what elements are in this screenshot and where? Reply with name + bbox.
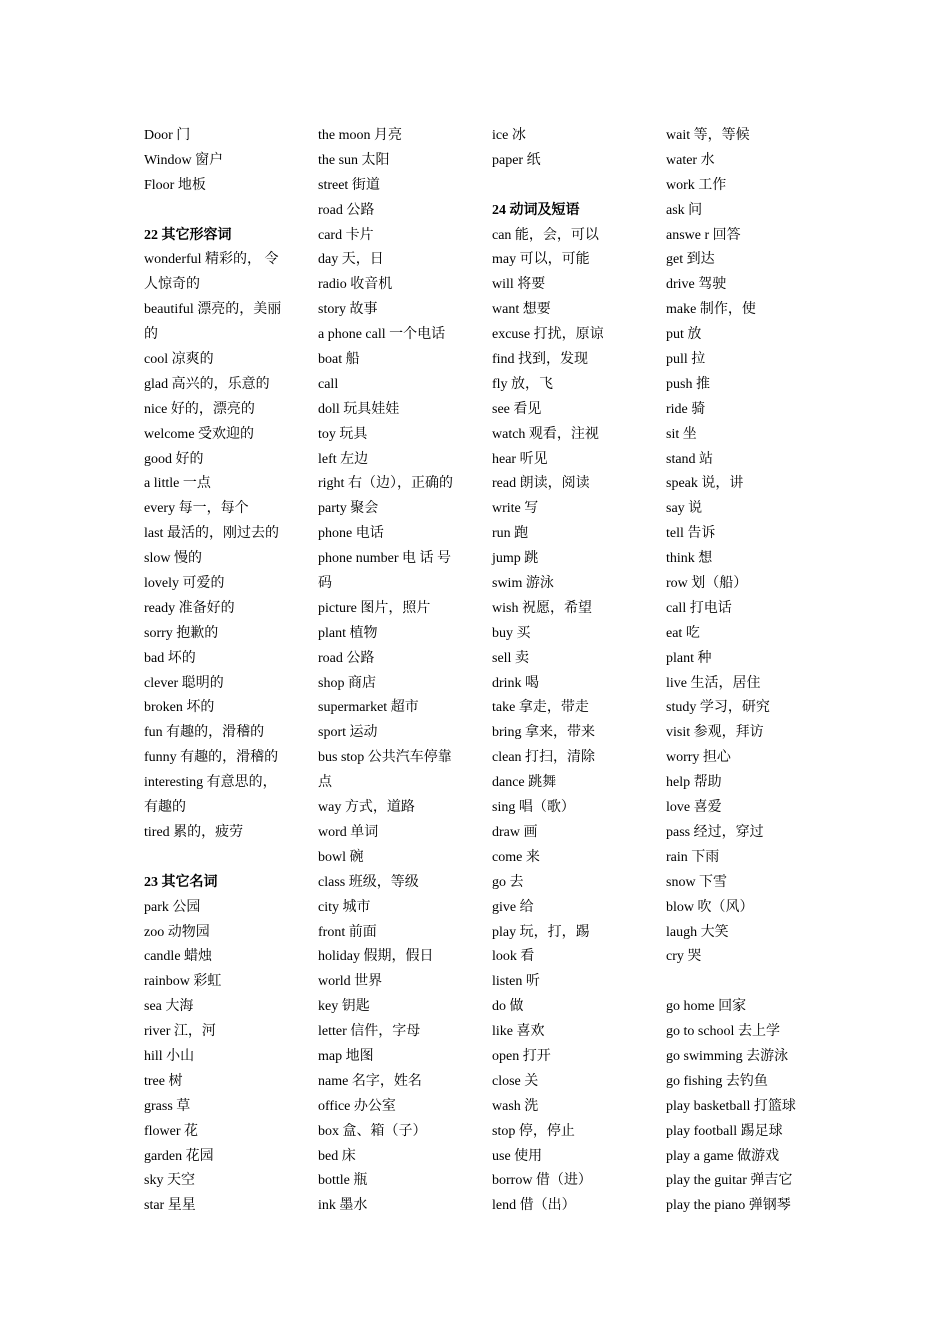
vocab-line: star 星星	[144, 1198, 196, 1214]
vocab-line: row 划（船）	[666, 576, 748, 592]
vocab-line: call 打电话	[666, 600, 732, 616]
vocab-line: letter 信件，字母	[318, 1024, 421, 1040]
vocab-line: worry 担心	[666, 750, 731, 766]
vocab-line: push 推	[666, 376, 710, 392]
vocab-line: go to school 去上学	[666, 1024, 780, 1040]
vocab-line: will 将要	[492, 277, 546, 293]
vocab-line: Floor 地板	[144, 177, 206, 193]
vocab-line: hill 小山	[144, 1048, 195, 1064]
vocab-line: live 生活，居住	[666, 675, 761, 691]
vocab-line: party 聚会	[318, 501, 379, 517]
vocab-line: may 可以，可能	[492, 252, 590, 268]
vocab-line: last 最活的，刚过去的	[144, 526, 279, 542]
vocab-column-4	[666, 124, 816, 1219]
vocab-line: river 江，河	[144, 1024, 216, 1040]
vocab-line: draw 画	[492, 824, 538, 840]
vocab-line: cool 凉爽的	[144, 352, 214, 368]
vocab-line: holiday 假期，假日	[318, 949, 434, 965]
vocab-line: stand 站	[666, 451, 714, 467]
vocab-line: excuse 打扰，原谅	[492, 327, 604, 343]
vocab-line: paper 纸	[492, 152, 541, 168]
vocab-line: clean 打扫，清除	[492, 750, 596, 766]
vocab-line: Door 门	[144, 128, 191, 143]
vocab-line: rain 下雨	[666, 849, 720, 865]
vocab-line: go home 回家	[666, 999, 747, 1015]
vocab-line: look 看	[492, 949, 535, 965]
vocab-line: hear 听见	[492, 451, 548, 467]
vocab-line: wonderful 精彩的， 令	[144, 252, 279, 268]
vocab-line: tell 告诉	[666, 526, 716, 542]
vocab-line: Window 窗户	[144, 152, 224, 168]
vocab-line: play basketball 打篮球	[666, 1098, 796, 1114]
vocab-line: grass 草	[144, 1098, 191, 1114]
vocab-line: radio 收音机	[318, 277, 393, 293]
vocab-line: phone 电话	[318, 526, 384, 542]
vocab-line: lend 借（出）	[492, 1198, 576, 1214]
blank-line	[666, 970, 816, 995]
vocab-line: sell 卖	[492, 650, 529, 666]
vocab-line: welcome 受欢迎的	[144, 426, 255, 442]
vocab-line: plant 种	[666, 650, 712, 666]
vocab-line: slow 慢的	[144, 551, 202, 567]
vocab-line: bowl 碗	[318, 849, 364, 865]
vocab-line: picture 图片，照片	[318, 600, 431, 616]
vocab-line: dance 跳舞	[492, 775, 557, 791]
vocab-line: road 公路	[318, 650, 375, 666]
vocab-line: use 使用	[492, 1148, 543, 1164]
vocab-line: card 卡片	[318, 227, 374, 243]
vocab-line: phone number 电 话 号	[318, 551, 451, 567]
vocab-line: play football 踢足球	[666, 1123, 783, 1139]
vocab-column-2	[318, 124, 468, 1219]
vocab-line: bring 拿来，带来	[492, 725, 596, 741]
vocab-line: drink 喝	[492, 675, 540, 691]
vocab-line: wait 等，等候	[666, 128, 750, 143]
vocab-line: read 朗读，阅读	[492, 476, 590, 492]
vocab-line: interesting 有意思的，	[144, 775, 277, 791]
vocab-line: answe r 回答	[666, 227, 741, 243]
vocab-line: garden 花园	[144, 1148, 214, 1164]
vocab-line: class 班级，等级	[318, 874, 419, 890]
vocab-line: play the guitar 弹吉它	[666, 1173, 793, 1189]
vocab-line: jump 跳	[492, 551, 539, 567]
vocab-line: nice 好的，漂亮的	[144, 401, 255, 417]
vocab-line: broken 坏的	[144, 700, 215, 716]
vocab-line: blow 吹（风）	[666, 899, 754, 915]
vocab-line: want 想要	[492, 302, 551, 318]
vocab-line: the sun 太阳	[318, 152, 390, 168]
vocab-line: write 写	[492, 501, 539, 517]
vocab-line: pass 经过，穿过	[666, 824, 764, 840]
vocab-line: plant 植物	[318, 625, 378, 641]
vocab-line: bad 坏的	[144, 650, 196, 666]
vocab-line: day 天，日	[318, 252, 384, 268]
vocab-line: come 来	[492, 849, 540, 865]
vocab-line: way 方式，道路	[318, 800, 415, 816]
vocab-line: fun 有趣的，滑稽的	[144, 725, 265, 741]
vocab-line: sea 大海	[144, 999, 194, 1015]
vocab-line: street 街道	[318, 177, 380, 193]
vocab-line: funny 有趣的，滑稽的	[144, 750, 279, 766]
vocab-line: ink 墨水	[318, 1198, 368, 1214]
vocab-line: zoo 动物园	[144, 924, 210, 940]
vocab-line: say 说	[666, 501, 703, 517]
vocab-line: snow 下雪	[666, 874, 728, 890]
vocab-line: water 水	[666, 152, 715, 168]
vocab-line: can 能，会，可以	[492, 227, 599, 243]
vocab-line: sorry 抱歉的	[144, 625, 219, 641]
vocab-line: supermarket 超市	[318, 700, 419, 716]
vocab-line: borrow 借（进）	[492, 1173, 592, 1189]
vocab-line: flower 花	[144, 1123, 199, 1139]
vocab-line: 有趣的	[144, 800, 186, 816]
vocab-line: world 世界	[318, 974, 383, 990]
vocab-line: rainbow 彩虹	[144, 974, 222, 990]
vocab-line: ready 准备好的	[144, 600, 235, 616]
vocab-line: sit 坐	[666, 426, 697, 442]
vocab-line: wash 洗	[492, 1098, 539, 1114]
vocab-line: sport 运动	[318, 725, 378, 741]
vocab-line: play a game 做游戏	[666, 1148, 780, 1164]
vocab-column-3	[492, 124, 642, 1219]
vocab-line: 人惊奇的	[144, 277, 200, 293]
vocab-line: stop 停，停止	[492, 1123, 575, 1139]
vocab-line: 码	[318, 576, 332, 592]
vocab-line: play 玩，打，踢	[492, 924, 590, 940]
vocab-line: word 单词	[318, 824, 379, 840]
vocab-line: story 故事	[318, 302, 378, 318]
vocab-line: like 喜欢	[492, 1024, 545, 1040]
section-heading: 23 其它名词	[144, 874, 218, 890]
blank-line	[144, 846, 294, 871]
vocab-line: watch 观看，注视	[492, 426, 599, 442]
vocab-line: tired 累的，疲劳	[144, 824, 244, 840]
vocab-line: help 帮助	[666, 775, 722, 791]
vocab-line: bottle 瓶	[318, 1173, 368, 1189]
vocab-line: swim 游泳	[492, 576, 554, 592]
vocab-line: boat 船	[318, 352, 360, 368]
vocab-line: get 到达	[666, 252, 715, 268]
vocab-line: find 找到，发现	[492, 352, 589, 368]
vocab-line: wish 祝愿，希望	[492, 600, 592, 616]
vocab-line: lovely 可爱的	[144, 576, 225, 592]
vocab-line: make 制作，使	[666, 302, 756, 318]
vocab-line: left 左边	[318, 451, 369, 467]
vocab-line: bus stop 公共汽车停靠	[318, 750, 452, 766]
vocab-line: ask 问	[666, 202, 703, 218]
vocab-line: every 每一，每个	[144, 501, 249, 517]
vocab-line: the moon 月亮	[318, 128, 402, 143]
vocab-line: go swimming 去游泳	[666, 1048, 789, 1064]
vocab-line: go 去	[492, 874, 524, 890]
vocab-line: doll 玩具娃娃	[318, 401, 400, 417]
vocab-line: put 放	[666, 327, 702, 343]
vocab-line: think 想	[666, 551, 713, 567]
vocab-line: toy 玩具	[318, 426, 368, 442]
vocab-line: tree 树	[144, 1073, 183, 1089]
vocab-line: a phone call 一个电话	[318, 327, 446, 343]
vocab-line: love 喜爱	[666, 800, 722, 816]
vocab-line: box 盒、箱（子）	[318, 1123, 427, 1139]
vocab-line: play the piano 弹钢琴	[666, 1198, 791, 1214]
vocab-line: listen 听	[492, 974, 540, 990]
vocab-line: give 给	[492, 899, 534, 915]
vocab-line: 的	[144, 327, 158, 343]
vocab-column-1	[144, 124, 294, 1219]
vocab-line: right 右（边），正确的	[318, 476, 453, 492]
vocab-line: see 看见	[492, 401, 542, 417]
vocab-line: bed 床	[318, 1148, 356, 1164]
vocab-line: sky 天空	[144, 1173, 195, 1189]
vocab-line: pull 拉	[666, 352, 706, 368]
vocab-line: candle 蜡烛	[144, 949, 213, 965]
vocab-line: front 前面	[318, 924, 377, 940]
vocab-line: clever 聪明的	[144, 675, 224, 691]
blank-line	[492, 174, 642, 199]
vocab-line: work 工作	[666, 177, 727, 193]
vocab-line: ice 冰	[492, 128, 526, 143]
vocab-line: fly 放，飞	[492, 376, 554, 392]
vocab-line: close 关	[492, 1073, 539, 1089]
vocab-line: sing 唱（歌）	[492, 800, 575, 816]
vocab-line: take 拿走，带走	[492, 700, 589, 716]
vocab-line: beautiful 漂亮的，美丽	[144, 302, 282, 318]
vocab-line: visit 参观，拜访	[666, 725, 764, 741]
vocab-line: name 名字，姓名	[318, 1073, 422, 1089]
vocab-line: study 学习，研究	[666, 700, 770, 716]
vocab-line: do 做	[492, 999, 524, 1015]
section-heading: 24 动词及短语	[492, 202, 580, 218]
vocab-line: speak 说，讲	[666, 476, 744, 492]
vocab-line: city 城市	[318, 899, 371, 915]
vocab-line: map 地图	[318, 1048, 374, 1064]
vocab-line: 点	[318, 775, 332, 791]
vocab-line: office 办公室	[318, 1098, 396, 1114]
section-heading: 22 其它形容词	[144, 227, 232, 243]
vocab-line: ride 骑	[666, 401, 706, 417]
vocab-line: call	[318, 376, 339, 392]
vocab-line: drive 驾驶	[666, 277, 727, 293]
vocab-line: open 打开	[492, 1048, 551, 1064]
vocab-line: key 钥匙	[318, 999, 370, 1015]
vocab-line: glad 高兴的，乐意的	[144, 376, 270, 392]
vocab-line: a little 一点	[144, 476, 211, 492]
vocab-line: good 好的	[144, 451, 204, 467]
vocab-line: road 公路	[318, 202, 375, 218]
vocab-line: run 跑	[492, 526, 529, 542]
blank-line	[144, 199, 294, 224]
vocab-line: eat 吃	[666, 625, 700, 641]
vocab-line: shop 商店	[318, 675, 376, 691]
vocab-line: buy 买	[492, 625, 531, 641]
vocab-line: cry 哭	[666, 949, 702, 965]
vocab-line: go fishing 去钓鱼	[666, 1073, 768, 1089]
vocab-line: park 公园	[144, 899, 201, 915]
vocab-line: laugh 大笑	[666, 924, 729, 940]
